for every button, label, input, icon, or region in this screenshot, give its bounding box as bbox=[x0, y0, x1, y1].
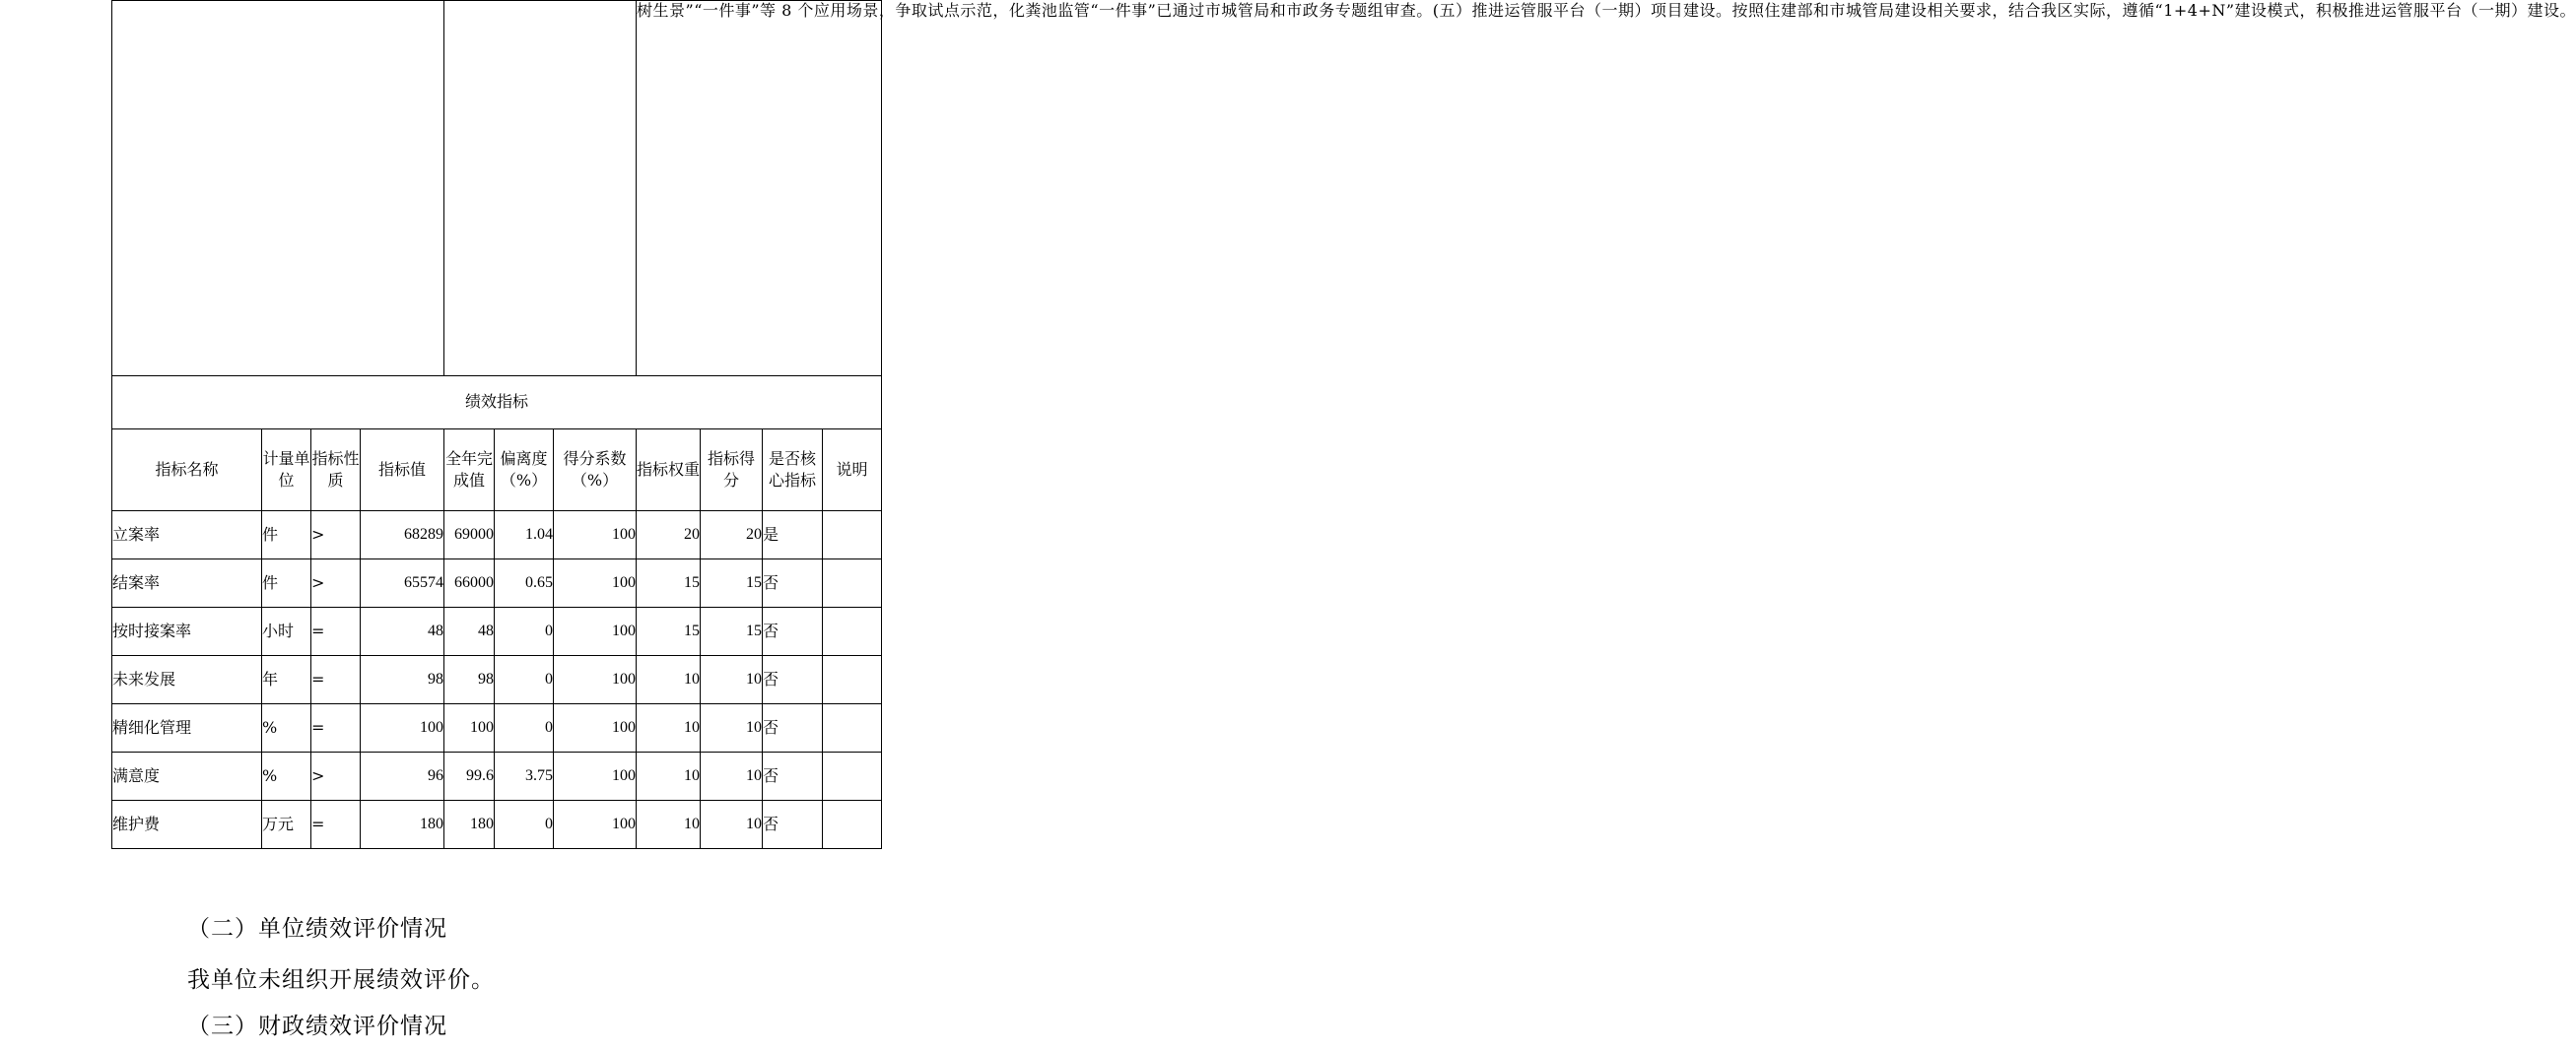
header-score: 指标得分 bbox=[701, 429, 763, 511]
section-title: 绩效指标 bbox=[112, 376, 882, 429]
cell-unit: % bbox=[262, 753, 311, 801]
cell-actual: 48 bbox=[444, 608, 495, 656]
cell-core: 否 bbox=[763, 656, 823, 704]
header-actual: 全年完成值 bbox=[444, 429, 495, 511]
cell-coef: 100 bbox=[554, 608, 637, 656]
cell-deviation: 3.75 bbox=[495, 753, 554, 801]
cell-coef: 100 bbox=[554, 559, 637, 608]
cell-coef: 100 bbox=[554, 801, 637, 849]
cell-name: 按时接案率 bbox=[112, 608, 262, 656]
cell-deviation: 0 bbox=[495, 801, 554, 849]
cell-name: 满意度 bbox=[112, 753, 262, 801]
cell-target: 98 bbox=[361, 656, 444, 704]
cell-note bbox=[823, 511, 882, 559]
table-row bbox=[112, 704, 882, 753]
cell-nature: = bbox=[311, 704, 361, 753]
cell-unit: 小时 bbox=[262, 608, 311, 656]
cell-target: 96 bbox=[361, 753, 444, 801]
cell-actual: 66000 bbox=[444, 559, 495, 608]
header-deviation: 偏离度（%） bbox=[495, 429, 554, 511]
cell-nature: = bbox=[311, 608, 361, 656]
cell-target: 48 bbox=[361, 608, 444, 656]
cell-nature: > bbox=[311, 559, 361, 608]
cell-coef: 100 bbox=[554, 704, 637, 753]
cell-weight: 15 bbox=[637, 608, 701, 656]
header-name: 指标名称 bbox=[112, 429, 262, 511]
header-target: 指标值 bbox=[361, 429, 444, 511]
header-row bbox=[112, 429, 882, 511]
cell-deviation: 0 bbox=[495, 608, 554, 656]
cell-name: 立案率 bbox=[112, 511, 262, 559]
header-note: 说明 bbox=[823, 429, 882, 511]
cell-unit: 万元 bbox=[262, 801, 311, 849]
cell-nature: > bbox=[311, 753, 361, 801]
cell-note bbox=[823, 801, 882, 849]
cell-score: 10 bbox=[701, 656, 763, 704]
upper-cell-blank-1 bbox=[112, 1, 444, 376]
fiscal-eval-heading: （三）财政绩效评价情况 bbox=[187, 1014, 447, 1039]
cell-core: 否 bbox=[763, 608, 823, 656]
cell-score: 15 bbox=[701, 559, 763, 608]
table-row bbox=[112, 656, 882, 704]
cell-actual: 69000 bbox=[444, 511, 495, 559]
cell-weight: 20 bbox=[637, 511, 701, 559]
cell-deviation: 1.04 bbox=[495, 511, 554, 559]
cell-weight: 10 bbox=[637, 656, 701, 704]
cell-weight: 10 bbox=[637, 801, 701, 849]
cell-coef: 100 bbox=[554, 656, 637, 704]
cell-target: 68289 bbox=[361, 511, 444, 559]
cell-core: 否 bbox=[763, 753, 823, 801]
upper-cell-blank-2 bbox=[444, 1, 637, 376]
cell-weight: 10 bbox=[637, 704, 701, 753]
cell-deviation: 0 bbox=[495, 704, 554, 753]
table-row bbox=[112, 753, 882, 801]
cell-note bbox=[823, 656, 882, 704]
cell-score: 10 bbox=[701, 753, 763, 801]
header-weight: 指标权重 bbox=[637, 429, 701, 511]
table-row bbox=[112, 511, 882, 559]
cell-deviation: 0 bbox=[495, 656, 554, 704]
cell-actual: 98 bbox=[444, 656, 495, 704]
cell-target: 100 bbox=[361, 704, 444, 753]
cell-core: 否 bbox=[763, 801, 823, 849]
cell-actual: 99.6 bbox=[444, 753, 495, 801]
header-unit: 计量单位 bbox=[262, 429, 311, 511]
cell-coef: 100 bbox=[554, 753, 637, 801]
cell-note bbox=[823, 559, 882, 608]
cell-weight: 10 bbox=[637, 753, 701, 801]
table-row bbox=[112, 801, 882, 849]
unit-eval-text: 我单位未组织开展绩效评价。 bbox=[187, 967, 495, 993]
project-description: 树生景”“一件事”等 8 个应用场景，争取试点示范，化粪池监管“一件事”已通过市城管局和市政务专题组审查。(五）推进运管服平台（一期）项目建设。按照住建部和市城管局建设相关要求，结合我区实际，遵循“1+4+N”建设模式，积极推进运管服平台（一期）建设。 bbox=[637, 1, 882, 376]
table-row bbox=[112, 608, 882, 656]
cell-name: 维护费 bbox=[112, 801, 262, 849]
cell-note bbox=[823, 753, 882, 801]
cell-name: 未来发展 bbox=[112, 656, 262, 704]
cell-unit: 件 bbox=[262, 559, 311, 608]
cell-note bbox=[823, 704, 882, 753]
header-coef: 得分系数（%） bbox=[554, 429, 637, 511]
performance-table bbox=[111, 0, 2576, 849]
table-row bbox=[112, 559, 882, 608]
cell-actual: 100 bbox=[444, 704, 495, 753]
cell-core: 否 bbox=[763, 559, 823, 608]
cell-nature: = bbox=[311, 656, 361, 704]
cell-target: 180 bbox=[361, 801, 444, 849]
cell-unit: 件 bbox=[262, 511, 311, 559]
unit-eval-heading: （二）单位绩效评价情况 bbox=[187, 916, 447, 942]
cell-target: 65574 bbox=[361, 559, 444, 608]
cell-unit: % bbox=[262, 704, 311, 753]
cell-weight: 15 bbox=[637, 559, 701, 608]
cell-score: 10 bbox=[701, 704, 763, 753]
cell-nature: = bbox=[311, 801, 361, 849]
cell-core: 否 bbox=[763, 704, 823, 753]
cell-score: 20 bbox=[701, 511, 763, 559]
cell-nature: > bbox=[311, 511, 361, 559]
header-nature: 指标性质 bbox=[311, 429, 361, 511]
cell-core: 是 bbox=[763, 511, 823, 559]
cell-name: 精细化管理 bbox=[112, 704, 262, 753]
cell-unit: 年 bbox=[262, 656, 311, 704]
cell-actual: 180 bbox=[444, 801, 495, 849]
header-core: 是否核心指标 bbox=[763, 429, 823, 511]
cell-note bbox=[823, 608, 882, 656]
cell-score: 10 bbox=[701, 801, 763, 849]
cell-name: 结案率 bbox=[112, 559, 262, 608]
cell-coef: 100 bbox=[554, 511, 637, 559]
cell-score: 15 bbox=[701, 608, 763, 656]
cell-deviation: 0.65 bbox=[495, 559, 554, 608]
